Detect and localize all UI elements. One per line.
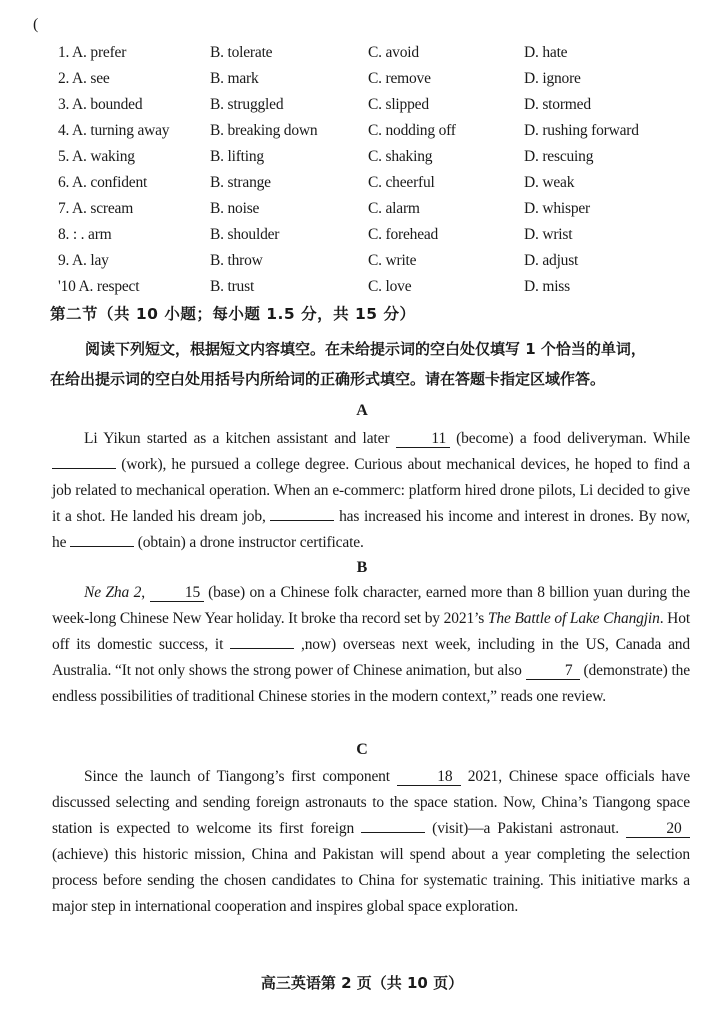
film-title: Ne Zha 2 xyxy=(84,584,142,601)
option-a: '10 A. respect xyxy=(58,278,140,295)
option-a: 5. A. waking xyxy=(58,148,135,165)
text: (achieve) this historic mission, China and Pakistan will spend about a year completing the selection process before sending the chosen candidates to China for systematic training. This initiative marks a major step in international cooperation and inspires global space exploration. xyxy=(52,846,690,915)
text: (base) on a Chinese folk character, earned more than 8 billion yuan during the week-long Chinese New Year holiday. It broke tha record set by 2021’s xyxy=(52,584,691,627)
option-c: C. avoid xyxy=(368,44,419,61)
blank-20[interactable]: 20 xyxy=(626,821,690,838)
option-b: B. strange xyxy=(210,174,271,191)
instruction-line: 在给出提示词的空白处用括号内所给词的正确形式填空。请在答题卡指定区域作答。 xyxy=(50,370,606,388)
blank-19[interactable] xyxy=(361,832,425,833)
passage-c xyxy=(52,764,690,920)
option-a: 4. A. turning away xyxy=(58,122,170,139)
option-a: 6. A. confident xyxy=(58,174,148,191)
stray-mark: ( xyxy=(33,16,39,33)
option-d: D. ignore xyxy=(524,70,581,87)
text: (obtain) a drone instructor certificate. xyxy=(134,534,364,551)
option-d: D. weak xyxy=(524,174,575,191)
option-c: C. slipped xyxy=(368,96,429,113)
option-row xyxy=(58,144,698,170)
blank-15[interactable]: 15 xyxy=(150,585,204,602)
passage-a xyxy=(52,426,690,556)
option-a: 2. A. see xyxy=(58,70,110,87)
option-d: D. wrist xyxy=(524,226,573,243)
option-c: C. cheerful xyxy=(368,174,435,191)
passage-b-label: B xyxy=(356,559,368,576)
option-a: 1. A. prefer xyxy=(58,44,127,61)
multiple-choice-options xyxy=(58,40,698,300)
text: (become) a food deliveryman. While xyxy=(449,430,690,447)
text: . Hot off its domestic success, it xyxy=(52,610,690,653)
option-b: B. throw xyxy=(210,252,263,269)
text: 2021, Chinese space officials have discussed selecting and sending foreign astronauts to the space station. Now, China’s Tiangong space station is expected to welcome its first foreign xyxy=(52,768,690,837)
section-heading: 第二节（共 10 小题；每小题 1.5 分，共 15 分） xyxy=(50,305,416,323)
option-a: 7. A. scream xyxy=(58,200,134,217)
blank-13[interactable] xyxy=(270,520,334,521)
option-a: 9. A. lay xyxy=(58,252,109,269)
passage-c-label: C xyxy=(356,741,368,758)
option-row xyxy=(58,170,698,196)
option-b: B. lifting xyxy=(210,148,264,165)
text: Since the launch of Tiangong’s first component xyxy=(84,768,397,785)
passage-b xyxy=(52,580,690,710)
option-d: D. adjust xyxy=(524,252,579,269)
option-d: D. rushing forward xyxy=(524,122,639,139)
option-a: 3. A. bounded xyxy=(58,96,143,113)
text: Li Yikun started as a kitchen assistant and later xyxy=(84,430,396,447)
option-d: D. stormed xyxy=(524,96,591,113)
instruction-line: 阅读下列短文，根据短文内容填空。在未给提示词的空白处仅填写 1 个恰当的单词， xyxy=(85,340,646,358)
option-c: C. alarm xyxy=(368,200,420,217)
passage-a-label: A xyxy=(356,402,368,419)
option-c: C. love xyxy=(368,278,412,295)
blank-12[interactable] xyxy=(52,468,116,469)
option-d: D. hate xyxy=(524,44,568,61)
option-c: C. write xyxy=(368,252,417,269)
option-b: B. shoulder xyxy=(210,226,280,243)
option-row xyxy=(58,222,698,248)
page-footer: 高三英语第 2 页（共 10 页） xyxy=(260,974,464,992)
option-c: C. remove xyxy=(368,70,431,87)
blank-11[interactable]: 11 xyxy=(396,431,450,448)
option-row xyxy=(58,248,698,274)
text: , xyxy=(141,584,150,601)
option-d: D. miss xyxy=(524,278,570,295)
blank-17[interactable]: 7 xyxy=(526,663,580,680)
text: ,now) overseas next week, including in the US, Canada and Australia. “It not only shows the strong power of Chinese animation, but also xyxy=(52,636,691,679)
option-row xyxy=(58,274,698,300)
text: has increased his income and interest in drones. By now, he xyxy=(52,508,690,551)
option-row xyxy=(58,40,698,66)
option-row xyxy=(58,92,698,118)
blank-16[interactable] xyxy=(230,648,294,649)
text: (work), he pursued a college degree. Curious about mechanical devices, he hoped to find a job related to mechanical operation. When an e-commerc: platform hired drone pilots, Li decided to give it a shot. He landed his dream job, xyxy=(52,456,690,525)
option-row xyxy=(58,196,698,222)
film-title: The Battle of Lake Changjin xyxy=(487,610,660,627)
option-c: C. shaking xyxy=(368,148,433,165)
option-b: B. breaking down xyxy=(210,122,318,139)
text: (visit)—a Pakistani astronaut. xyxy=(425,820,626,837)
option-c: C. forehead xyxy=(368,226,439,243)
option-row xyxy=(58,118,698,144)
option-b: B. tolerate xyxy=(210,44,273,61)
option-b: B. mark xyxy=(210,70,259,87)
option-a: 8. : . arm xyxy=(58,226,112,243)
blank-18[interactable]: 18 xyxy=(397,769,461,786)
option-c: C. nodding off xyxy=(368,122,456,139)
option-b: B. trust xyxy=(210,278,255,295)
section-instructions xyxy=(50,334,690,394)
text: (demonstrate) the endless possibilities of traditional Chinese stories in the modern context,” reads one review. xyxy=(52,662,690,705)
blank-14[interactable] xyxy=(70,546,134,547)
option-row xyxy=(58,66,698,92)
option-b: B. noise xyxy=(210,200,260,217)
option-d: D. whisper xyxy=(524,200,591,217)
option-d: D. rescuing xyxy=(524,148,594,165)
option-b: B. struggled xyxy=(210,96,284,113)
